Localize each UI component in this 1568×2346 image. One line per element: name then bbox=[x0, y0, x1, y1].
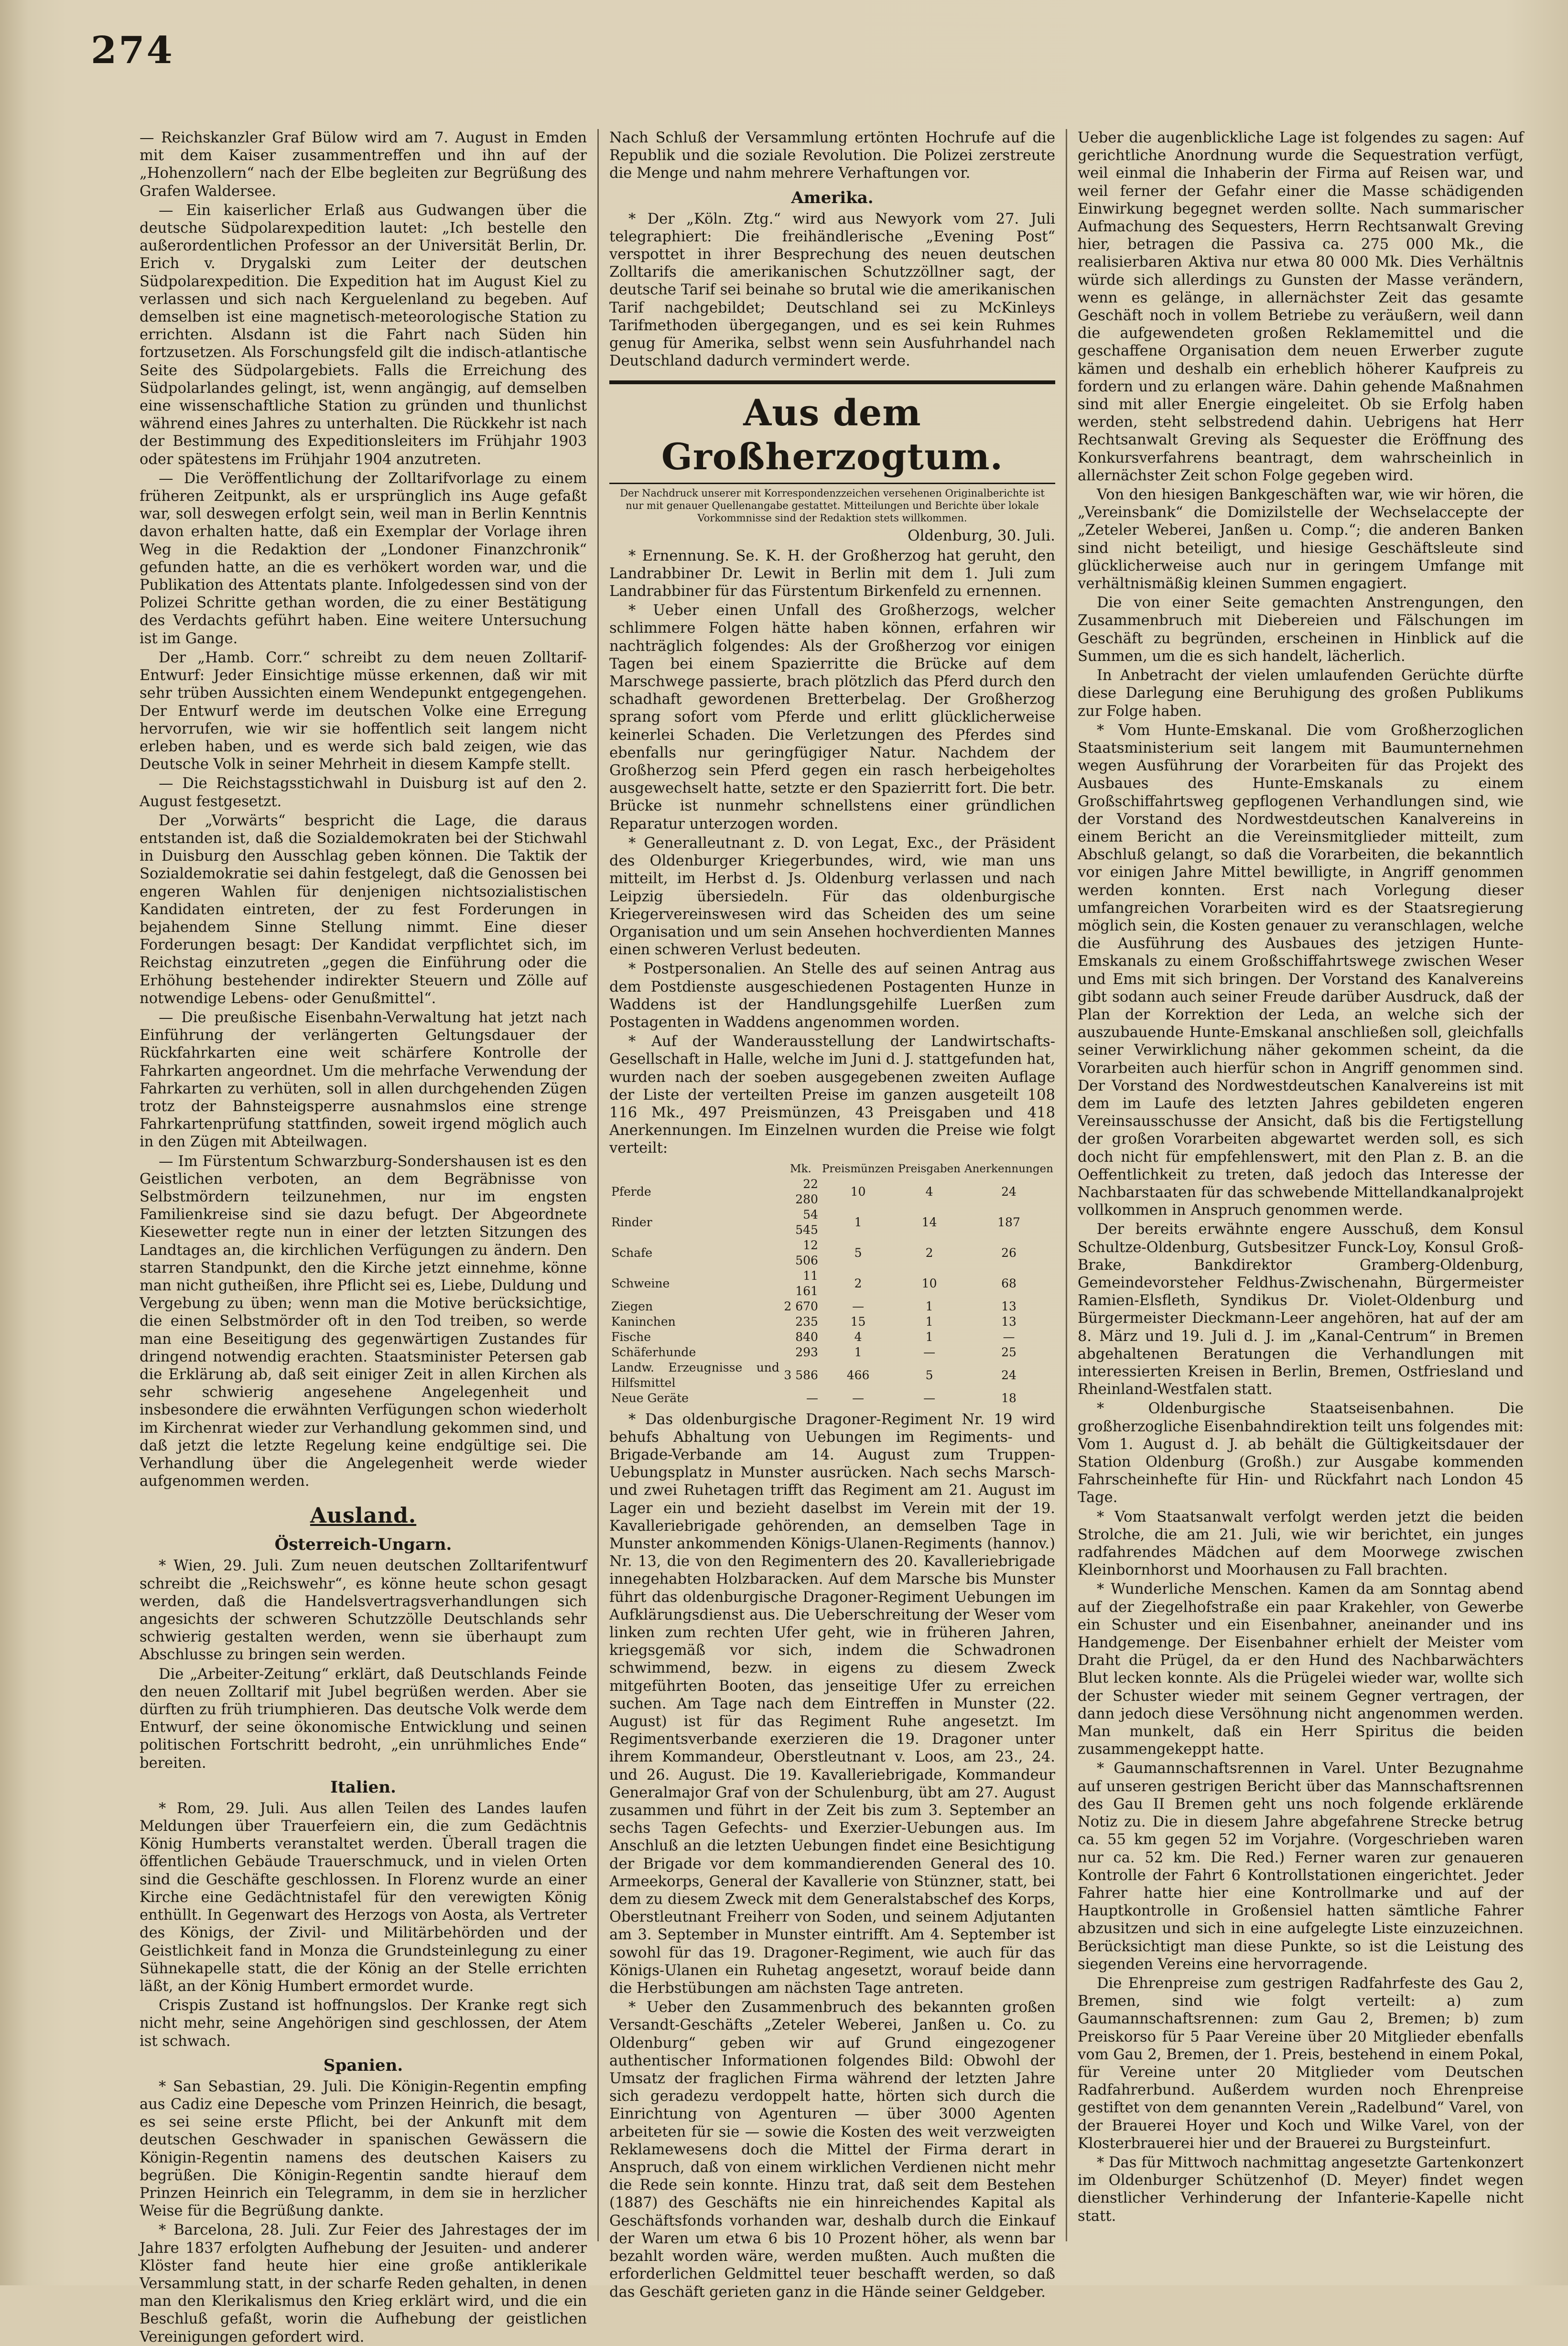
subtitle-italien: Italien. bbox=[330, 1777, 396, 1797]
table-cell: 12 506 bbox=[795, 1238, 818, 1267]
table-cell: 4 bbox=[854, 1330, 862, 1344]
row-label-cell: Schafe bbox=[611, 1245, 653, 1260]
column-3 bbox=[1066, 129, 1534, 2241]
table-cell: 14 bbox=[921, 1215, 937, 1229]
table-cell: 235 bbox=[795, 1314, 818, 1329]
table-cell: 68 bbox=[1001, 1276, 1016, 1290]
table-cell: — bbox=[852, 1299, 865, 1313]
article-duisburg: — Die Reichstagsstichwahl in Duisburg ist auf den 2. August festgesetzt. bbox=[140, 775, 587, 810]
table-cell: 54 545 bbox=[795, 1207, 818, 1237]
article-hunte-emskanal: * Vom Hunte-Emskanal. Die vom Großherzoglichen Staatsministerium seit langem mit Baumunternehmen wegen Ausführung der Vorarbeiten für das Projekt des Ausbaues des Hunte-Emskanals zu einem Großschiffahrtsweg gepflogenen Verhandlungen sind, wie der Vorstand des Nordwestdeutschen Kanalvereins in einem Bericht an die Vereinsmitglieder mitteilt, zum Abschluß gelangt, so daß die Vorarbeiten, die bekanntlich vor einigen Jahre Mittel bewilligte, in Angriff genommen werden konnten. Erst nach Vorlegung dieser umfangreichen Vorarbeiten wird es der Staatsregierung möglich sein, die Kosten genauer zu veranschlagen, welche die Ausführung des Ausbaues des jetzigen Hunte-Emskanals zu einem Großschiffahrtswege zwischen Weser und Ems mit sich bringen. Der Vorstand des Kanalvereins gibt sodann auch seiner Freude darüber Ausdruck, daß der Plan der Korrektion der Leda, an welche sich der auszubauende Hunte-Emskanal anschließen soll, gleichfalls seiner Verwirklichung näher gekommen scheint, da die Vorarbeiten auch hierfür schon in Angriff genommen sind. Der Vorstand des Nordwestdeutschen Kanalvereins ist mit dem im Laufe des letzten Jahres gebildeten engeren Vereinsausschusse der Ansicht, daß bis die Fertigstellung der großen Vorarbeiten abgewartet werden soll, es sich doch nicht für empfehlenswert, mit den Plan z. B. an die Oeffentlichkeit zu treten, daß jedoch das Interesse der Nachbarstaaten für das schwebende Mittellandkanalprojekt vollkommen in Anspruch genommen werde. bbox=[1078, 722, 1524, 1219]
row-label-cell: Landw. Erzeugnisse und Hilfsmittel bbox=[611, 1360, 779, 1390]
table-cell: 187 bbox=[997, 1215, 1020, 1229]
section-head-grossherzogtum bbox=[609, 380, 1055, 484]
table-cell: 11 161 bbox=[795, 1268, 818, 1298]
table-row bbox=[609, 1314, 1055, 1330]
subtitle-oesterreich: Österreich-Ungarn. bbox=[274, 1535, 452, 1555]
article-staatsanwalt: * Vom Staatsanwalt verfolgt werden jetzt die beiden Strolche, die am 21. Juli, wie wir berichtet, ein junges radfahrendes Mädchen auf dem Moorwege zwischen Kleinbornhorst und Moorhausen zu Fall brachten. bbox=[1078, 1508, 1524, 1579]
row-label-cell: Rinder bbox=[611, 1215, 652, 1229]
header-cell: Preismünzen bbox=[822, 1162, 895, 1175]
article-schwarzburg: — Im Fürstentum Schwarzburg-Sondershausen ist es den Geistlichen verboten, an dem Begräbnisse von Selbstmördern teilzunehmen, nur im engsten Familienkreise sind sie dazu befugt. Der Abgeordnete Kiesewetter regte nun in einer der letzten Sitzungen des Landtages an, die kirchlichen Verfügungen zu ändern. Den starren Standpunkt, den die Kirche jetzt einnehme, könne man nicht gutheißen, ihre Pflicht sei es, Liebe, Duldung und Vergebung zu üben; wenn man die Motive berücksichtige, die einen Selbstmörder oft in den Tod treiben, so werde man eine Beseitigung des gegenwärtigen Zustandes für dringend notwendig erachten. Staatsminister Petersen gab die Erklärung ab, daß seit einiger Zeit in allen Kirchen als sehr schwierig angesehene Angelegenheit und insbesondere die erwähnten Verfügungen schon wiederholt im Kirchenrat wieder zur Verhandlung gekommen sind, und daß jetzt die letzte Regelung keine endgültige sei. Die Verhandlung über die Angelegenheit werde wieder aufgenommen werden. bbox=[140, 1153, 587, 1490]
article-anstrengungen: Die von einer Seite gemachten Anstrengungen, den Zusammenbruch mit Diebereien und Fälschungen im Geschäft zu begründen, erscheinen in Hinblick auf die Summen, um die es sich handelt, lächerlich. bbox=[1078, 595, 1524, 665]
article-buelow: — Reichskanzler Graf Bülow wird am 7. August in Emden mit dem Kaiser zusammentreffen und ihn auf der „Hohenzollern“ nach der Elbe begleiten zur Begrüßung des Grafen Waldersee. bbox=[140, 130, 587, 200]
table-cell: 22 280 bbox=[795, 1177, 818, 1206]
article-ehrenpreise: Die Ehrenpreise zum gestrigen Radfahrfeste des Gau 2, Bremen, sind wie folgt verteilt: a) zum Gaumannschaftsrennen: zum Gau 2, Bremen; b) zum Preiskorso für 5 Paar Vereine über 20 Mitglieder ebenfalls vom Gau 2, Bremen, der 1. Preis, bestehend in einem Pokal, für Vereine unter 20 Mitglieder vom Deutschen Radfahrerbund. Außerdem wurden noch Ehrenpreise gestiftet von dem genannten Verein „Radelbund“ Varel, von der Brauerei Hoyer und Koch und Wilke Varel, von der Klosterbrauerei hier und der Brauerei zu Burgsteinfurt. bbox=[1078, 1975, 1524, 2152]
prize-table-header bbox=[609, 1161, 1055, 1177]
article-wien: * Wien, 29. Juli. Zum neuen deutschen Zolltarifentwurf schreibt die „Reichswehr“, es könne heute schon gesagt werden, daß die Handelsvertragsverhandlungen sich angesichts der schweren Schutzzölle Deutschlands sehr schwierig gestalten werden, wenn sie überhaupt zum Abschlusse zu bringen sein werden. bbox=[140, 1557, 587, 1664]
reprint-note: Der Nachdruck unserer mit Korrespondenzzeichen versehenen Originalberichte ist nur mit genauer Quellenangabe gestattet. Mitteilungen und Berichte über lokale Vorkommnisse sind der Redaktion stets willkommen. bbox=[620, 487, 1045, 524]
table-cell: 25 bbox=[1001, 1345, 1016, 1359]
article-ernennung: * Ernennung. Se. K. H. der Großherzog hat geruht, den Landrabbiner Dr. Lewit in Berlin mit dem 1. Juli zum Landrabbiner für das Fürstentum Birkenfeld zu ernennen. bbox=[609, 547, 1055, 600]
article-gartenkonzert: * Das für Mittwoch nachmittag angesetzte Gartenkonzert im Oldenburger Schützenhof (D. Meyer) findet wegen dienstlicher Verhinderung der Infanterie-Kapelle nicht statt. bbox=[1078, 2154, 1524, 2225]
table-cell: 5 bbox=[925, 1368, 933, 1382]
subtitle-spanien: Spanien. bbox=[323, 2055, 403, 2075]
article-bankgeschaefte: Von den hiesigen Bankgeschäften war, wie wir hören, die „Vereinsbank“ die Domizilstelle der Wechselaccepte der „Zeteler Weberei, Janßen u. Comp.“; die anderen Banken sind nicht beteiligt, und hiesige Geschäftsleute sind glücklicherweise auch nur in geringem Umfange mit verhältnismäßig kleinen Summen engagiert. bbox=[1078, 486, 1524, 593]
article-suedpolar: — Ein kaiserlicher Erlaß aus Gudwangen über die deutsche Südpolarexpedition lautet: „Ich bestelle den außerordentlichen Professor an der Universität Berlin, Dr. Erich v. Drygalski zum Leiter der deutschen Südpolarexpedition. Die Expedition hat im August Kiel zu verlassen und sich nach Kerguelenland zu begeben. Auf demselben ist eine magnetisch-meteorologische Station zu errichten. Alsdann ist die Fahrt nach Süden hin fortzusetzen. Als Forschungsfeld gilt die indisch-atlantische Seite des Südpolargebiets. Falls die Erreichung des Südpolarlandes gelingt, ist, wenn angängig, auf demselben eine wissenschaftliche Station zu gründen und thunlichst während eines Jahres zu unterhalten. Die Rückkehr ist nach der Bestimmung des Expeditionsleiters im Frühjahr 1903 oder spätestens im Frühjahr 1904 anzutreten. bbox=[140, 202, 587, 468]
section-title-ausland: Ausland. bbox=[310, 1503, 417, 1528]
article-versammlung-end: Nach Schluß der Versammlung ertönten Hochrufe auf die Republik und die soziale Revolution. Die Polizei zerstreute die Menge und nahm mehrere Verhaftungen vor. bbox=[609, 130, 1055, 182]
article-legat: * Generalleutnant z. D. von Legat, Exc., der Präsident des Oldenburger Kriegerbundes, wird, wie man uns mitteilt, im Herbst d. Js. Oldenburg verlassen und nach Leipzig übersiedeln. Für das oldenburgische Kriegervereinswesen wird das Scheiden des um seine Organisation und um sein Ansehen hochverdienten Mannes einen schweren Verlust bedeuten. bbox=[609, 834, 1055, 959]
table-row bbox=[609, 1345, 1055, 1360]
row-label-cell: Pferde bbox=[611, 1184, 651, 1199]
header-cell bbox=[609, 1161, 781, 1177]
article-rom: * Rom, 29. Juli. Aus allen Teilen des Landes laufen Meldungen über Trauerfeiern ein, die zum Gedächtnis König Humberts veranstaltet werden. Überall tragen die öffentlichen Gebäude Trauerschmuck, und in vielen Orten sind die Geschäfte geschlossen. In Florenz wurde an einer Kirche eine Gedächtnistafel für den verewigten König enthüllt. In Gegenwart des Herzogs von Aosta, als Vertreter des Königs, der Zivil- und Militärbehörden und der Geistlichkeit fand in Monza die Grundsteinlegung zu einer Sühnekapelle statt, die der König an der Stelle errichten läßt, an der König Humbert ermordet wurde. bbox=[140, 1800, 587, 1995]
table-cell: 10 bbox=[921, 1276, 937, 1290]
table-cell: 5 bbox=[854, 1245, 862, 1260]
prize-table bbox=[609, 1161, 1055, 1406]
article-staatseisenbahnen: * Oldenburgische Staatseisenbahnen. Die großherzogliche Eisenbahndirektion teilt uns folgendes mit: Vom 1. August d. J. ab behält die Gültigkeitsdauer der Station Oldenburg (Großh.) zur Ausgabe kommenden Fahrscheinhefte für Hin- und Rückfahrt nach London 45 Tage. bbox=[1078, 1400, 1524, 1506]
article-wunderliche-menschen: * Wunderliche Menschen. Kamen da am Sonntag abend auf der Ziegelhofstraße ein paar Krakehler, von Gewerbe ein Schuster und ein Eisenbahner, aneinander und ins Handgemenge. Der Eisenbahner erhielt der Meister vom Draht die Prügel, da er den Hund des Nachbarwächters Blut lecken konnte. Als die Prügelei wieder war, wollte sich der Schuster wieder mit seinem Gegner vertragen, der dann jedoch diese Versöhnung nicht angenommen werden. Man munkelt, daß ein Herr Spiritus die beiden zusammengekeppt hatte. bbox=[1078, 1581, 1524, 1758]
article-hamb-corr: Der „Hamb. Corr.“ schreibt zu dem neuen Zolltarif-Entwurf: Jeder Einsichtige müsse erkennen, daß wir mit sehr trüben Aussichten einem Wendepunkt entgegengehen. Der Entwurf werde im deutschen Volke eine Erregung hervorrufen, wie wir sie hoffentlich seit langem nicht erleben haben, und es werde sich bald zeigen, wie das Deutsche Volk in seiner Mehrheit in diesem Kampfe stellt. bbox=[140, 649, 587, 773]
table-row bbox=[609, 1391, 1055, 1406]
article-post: * Postpersonalien. An Stelle des auf seinen Antrag aus dem Postdienste ausgeschiedenen Postagenten Hunze in Waddens ist der Handlungsgehilfe Luerßen zum Postagenten in Waddens angenommen worden. bbox=[609, 961, 1055, 1031]
row-label-cell: Kaninchen bbox=[611, 1314, 676, 1329]
row-label-cell: Schäferhunde bbox=[611, 1345, 696, 1359]
header-cell: Mk. bbox=[790, 1162, 811, 1175]
table-cell: 293 bbox=[795, 1345, 818, 1359]
table-row bbox=[609, 1330, 1055, 1345]
subtitle-amerika: Amerika. bbox=[791, 188, 874, 207]
table-cell: 1 bbox=[925, 1330, 933, 1344]
article-crispi: Crispis Zustand ist hoffnungslos. Der Kranke regt sich nicht mehr, seine Angehörigen sind geschlossen, der Atem ist schwach. bbox=[140, 1997, 587, 2050]
table-cell: 4 bbox=[925, 1184, 933, 1199]
article-zolltarif: — Die Veröffentlichung der Zolltarifvorlage zu einem früheren Zeitpunkt, als er ursprünglich ins Auge gefaßt war, soll deswegen erfolgt sein, weil man in Berlin Kenntnis davon erhalten hatte, daß ein Exemplar der Vorlage ihren Weg in die Redaktion der „Londoner Finanzchronik“ gefunden hatte, an die es verhökert worden war, und die Publikation des Attentats plante. Infolgedessen sind von der Polizei Schritte gethan worden, die zu einer Bestätigung des Verdachts geführt haben. Eine weitere Untersuchung ist im Gange. bbox=[140, 470, 587, 647]
table-cell: 10 bbox=[850, 1184, 866, 1199]
row-label-cell: Neue Geräte bbox=[611, 1391, 689, 1405]
row-label-cell: Fische bbox=[611, 1330, 651, 1344]
article-vorwaerts: Der „Vorwärts“ bespricht die Lage, die daraus entstanden ist, daß die Sozialdemokraten bei der Stichwahl in Duisburg den Ausschlag geben können. Die Taktik der Sozialdemokratie sei dahin festgelegt, daß die Genossen bei engeren Wahlen für denjenigen nichtsozialistischen Kandidaten eintreten, der zu fest Forderungen in bejahendem Sinne Stellung nimmt. Eine dieser Forderungen besagt: Der Kandidat verpflichtet sich, im Reichstag einzutreten „gegen die Einführung oder die Erhöhung bestehender indirekter Steuern und Zölle auf notwendige Lebens- oder Genußmittel“. bbox=[140, 812, 587, 1007]
article-koeln-ztg: * Der „Köln. Ztg.“ wird aus Newyork vom 27. Juli telegraphiert: Die freihändlerische „Evening Post“ verspottet in ihrer Besprechung des neuen deutschen Zolltarifs die amerikanischen Schutzzöllner sagt, der deutsche Tarif sei beinahe so brutal wie die amerikanischen Tarif nachgebildet; Deutschland sei zu McKinleys Tarifmethoden übergegangen, und es sei kein Ruhmes genug für Amerika, selbst wenn sein Ausfuhrhandel nach Deutschland dadurch vermindert werde. bbox=[609, 210, 1055, 370]
table-cell: — bbox=[852, 1391, 865, 1405]
column-1 bbox=[129, 129, 597, 2346]
table-cell: 24 bbox=[1001, 1184, 1016, 1199]
page-number: 274 bbox=[91, 29, 174, 72]
row-label-cell: Schweine bbox=[611, 1276, 670, 1290]
table-cell: 1 bbox=[854, 1345, 862, 1359]
table-cell: 13 bbox=[1001, 1299, 1016, 1313]
table-row bbox=[609, 1299, 1055, 1314]
table-row bbox=[609, 1207, 1055, 1238]
table-row bbox=[609, 1360, 1055, 1391]
article-unfall: * Ueber einen Unfall des Großherzogs, welcher schlimmere Folgen hätte haben können, erfahren wir nachträglich folgendes: Als der Großherzog vor einigen Tagen bei einem Spazierritte die Brücke auf dem Marschwege passierte, brach plötzlich das Pferd durch den schadhaft gewordenen Bretterbelag. Der Großherzog sprang sofort vom Pferde und erlitt glücklicherweise keinerlei Schaden. Die Verletzungen des Pferdes sind ebenfalls nur geringfügiger Natur. Nachdem der Großherzog sein Pferd gegen ein rasch herbeigeholtes ausgewechselt hatte, setzte er den Spazierritt fort. Die betr. Brücke ist nunmehr schnellstens einer gründlichen Reparatur unterzogen worden. bbox=[609, 602, 1055, 832]
table-cell: — bbox=[1003, 1330, 1015, 1344]
article-wanderausstellung: * Auf der Wanderausstellung der Landwirtschafts-Gesellschaft in Halle, welche im Juni d. J. stattgefunden hat, wurden nach der soeben ausgegebenen zweiten Auflage der Liste der verteilten Preise im ganzen ausgeteilt 108 116 Mk., 497 Preismünzen, 43 Preisgaben und 418 Anerkennungen. Im Einzelnen wurden die Preise wie folgt verteilt: bbox=[609, 1033, 1055, 1157]
row-label-cell: Ziegen bbox=[611, 1299, 653, 1313]
table-cell: 1 bbox=[854, 1215, 862, 1229]
article-geruechte: In Anbetracht der vielen umlaufenden Gerüchte dürfte diese Darlegung eine Beruhigung des großen Publikums zur Folge haben. bbox=[1078, 667, 1524, 720]
table-cell: 2 bbox=[925, 1245, 933, 1260]
table-cell: — bbox=[806, 1391, 818, 1405]
article-gaumannschaft: * Gaumannschaftsrennen in Varel. Unter Bezugnahme auf unseren gestrigen Bericht über das Mannschaftsrennen des Gau II Bremen geht uns noch folgende erklärende Notiz zu. Die in diesem Jahre abgefahrene Strecke betrug ca. 55 km gegen 52 im Vorjahre. (Vorgeschrieben waren nur ca. 52 km. Die Red.) Ferner waren zur genaueren Kontrolle der Fahrt 6 Kontrollstationen eingerichtet. Jeder Fahrer hatte hier eine Kontrollmarke und auf der Hauptkontrolle in Großensiel hatten sämtliche Fahrer abzusitzen und sich in eine aufgelegte Liste einzuzeichnen. Berücksichtigt man diese Punkte, so ist die Leistung des siegenden Vereins eine hervorragende. bbox=[1078, 1760, 1524, 1973]
columns bbox=[129, 129, 1534, 2346]
header-cell: Anerkennungen bbox=[964, 1162, 1053, 1175]
table-cell: 2 bbox=[854, 1276, 862, 1290]
article-eisenbahn: — Die preußische Eisenbahn-Verwaltung hat jetzt nach Einführung der verlängerten Geltungsdauer der Rückfahrkarten eine weit schärfere Kontrolle der Fahrkarten angeordnet. Um die mehrfache Verwendung der Fahrkarten zu verhüten, soll in allen durchgehenden Zügen trotz der Bahnsteigsperre ausnahmslos eine strenge Fahrkartenprüfung stattfinden, soweit irgend möglich auch in den Zügen mit Abteilwagen. bbox=[140, 1009, 587, 1151]
article-dragoner: * Das oldenburgische Dragoner-Regiment Nr. 19 wird behufs Abhaltung von Uebungen im Regiments- und Brigade-Verbande am 14. August zum Truppen-Uebungsplatz in Munster ausrücken. Nach sechs Marsch- und zwei Ruhetagen trifft das Regiment am 21. August im Lager ein und bezieht daselbst im Verein mit der 19. Kavalleriebrigade gehörenden, an demselben Tage in Munster ankommenden Königs-Ulanen-Regiments (hannov.) Nr. 13, die von den Regimentern des 20. Kavalleriebrigade innegehabten Holzbaracken. Auf dem Marsche bis Munster führt das oldenburgische Dragoner-Regiment Uebungen im Aufklärungsdienst aus. Die Ueberschreitung der Weser vom linken zum rechten Ufer geht, wie in früheren Jahren, kriegsgemäß vor sich, indem die Schwadronen schwimmend, bezw. in eigens zu diesem Zweck mitgeführten Booten, das jenseitige Ufer zu erreichen suchen. Am Tage nach dem Eintreffen in Munster (22. August) ist für das Regiment Ruhe angesetzt. Im Regimentsverbande exerzieren die 19. Dragoner unter ihrem Kommandeur, Oberstleutnant v. Loos, am 23., 24. und 26. August. Die 19. Kavalleriebrigade, Kommandeur Generalmajor Graf von der Schulenburg, übt am 27. August zusammen und führt in der Zeit bis zum 3. September an sechs Tagen Gefechts- und Exerzier-Uebungen aus. Im Anschluß an die letzten Uebungen findet eine Besichtigung der Brigade vor dem kommandierenden General des 10. Armeekorps, General der Kavallerie von Stünzner, statt, bei dem zu diesem Zweck mit dem Generalstabschef des Korps, Oberstleutnant Freiherr von Soden, und seinem Adjutanten am 3. September in Munster eintrifft. Am 4. September ist sowohl für das 19. Dragoner-Regiment, wie auch für das Königs-Ulanen ein Ruhetag angesetzt, worauf beide dann die Herbstübungen am nächsten Tage antreten. bbox=[609, 1411, 1055, 1997]
table-cell: 18 bbox=[1001, 1391, 1016, 1405]
table-row bbox=[609, 1177, 1055, 1207]
table-cell: 13 bbox=[1001, 1314, 1016, 1329]
table-row bbox=[609, 1268, 1055, 1299]
prize-table-body bbox=[609, 1177, 1055, 1406]
article-barcelona: * Barcelona, 28. Juli. Zur Feier des Jahrestages der im Jahre 1837 erfolgten Aufhebung der Jesuiten- und anderer Klöster fand heute hier eine große antiklerikale Versammlung statt, in der scharfe Reden gehalten, in denen man den Klerikalismus den Krieg erklärt wird, und die ein Beschluß gefaßt, worin die Aufhebung der geistlichen Vereinigungen gefordert wird. bbox=[140, 2222, 587, 2346]
table-cell: 15 bbox=[850, 1314, 866, 1329]
table-cell: 26 bbox=[1001, 1245, 1016, 1260]
article-san-sebastian: * San Sebastian, 29. Juli. Die Königin-Regentin empfing aus Cadiz eine Depesche vom Prinzen Heinrich, die besagt, es sei seine erste Pflicht, bei der Ankunft mit dem deutschen Geschwader in spanischen Gewässern die Königin-Regentin namens des deutschen Kaisers zu begrüßen. Die Königin-Regentin sandte hierauf dem Prinzen Heinrich ein Telegramm, in dem sie in herzlicher Weise für die Begrüßung dankte. bbox=[140, 2078, 587, 2220]
table-cell: 1 bbox=[925, 1299, 933, 1313]
article-lage: Ueber die augenblickliche Lage ist folgendes zu sagen: Auf gerichtliche Anordnung wurde die Sequestration verfügt, weil einmal die Inhaberin der Firma auf Reisen war, und weil ferner der Gefahr einer die Masse schädigenden Einwirkung begegnet werden sollte. Nach summarischer Aufmachung des Sequesters, Herrn Rechtsanwalt Greving hier, betragen die Passiva ca. 275 000 Mk., die realisierbaren Aktiva nur etwa 80 000 Mk. Dies Verhältnis würde sich allerdings zu Gunsten der Masse verändern, wenn es gelänge, in allernächster Zeit das gesamte Geschäft noch in vollem Betriebe zu veräußern, weil dann die aufgewendeten großen Reklamemittel und die geschaffene Organisation dem neuen Erwerber zugute kämen und deshalb ein erheblich höherer Kaufpreis zu fordern und zu erlangen wäre. Dahin gehende Maßnahmen sind mit aller Energie eingeleitet. Ob sie Erfolg haben werden, steht selbstredend dahin. Uebrigens hat Herr Rechtsanwalt Greving als Sequester die Eröffnung des Konkursverfahrens beantragt, dem wahrscheinlich in allernächster Zeit schon Folge gegeben wird. bbox=[1078, 130, 1524, 484]
article-ausschuss: Der bereits erwähnte engere Ausschuß, dem Konsul Schultze-Oldenburg, Gutsbesitzer Funck-Loy, Konsul Groß-Brake, Bankdirektor Gramberg-Oldenburg, Gemeindevorsteher Feldhus-Zwischenahn, Bürgermeister Ramien-Elsfleth, Syndikus Dr. Violet-Oldenburg und Bürgermeister Dieckmann-Leer angehören, hat auf der am 8. März und 19. Juli d. J. im „Kanal-Centrum“ in Bremen abgehaltenen Beratungen die Verhandlungen mit interessierten Kreisen in Berlin, Bremen, Ostfriesland und Rheinland-Westfalen statt. bbox=[1078, 1221, 1524, 1398]
table-cell: — bbox=[923, 1345, 936, 1359]
article-arbeiter-zeitung: Die „Arbeiter-Zeitung“ erklärt, daß Deutschlands Feinde den neuen Zolltarif mit Jubel begrüßen werden. Aber sie dürften zu früh triumphieren. Das deutsche Volk werde dem Entwurf, der seine ökonomische Entwicklung und seinen politischen Fortschritt bedroht, „ein unrühmliches Ende“ bereiten. bbox=[140, 1665, 587, 1772]
table-cell: 1 bbox=[925, 1314, 933, 1329]
table-row bbox=[609, 1238, 1055, 1268]
table-cell: 3 586 bbox=[784, 1368, 818, 1382]
section-title-grossherzogtum: Aus dem Großherzogtum. bbox=[661, 391, 1004, 478]
table-cell: 840 bbox=[795, 1330, 818, 1344]
column-2 bbox=[597, 129, 1066, 2301]
dateline: Oldenburg, 30. Juli. bbox=[908, 527, 1055, 545]
table-cell: 2 670 bbox=[784, 1299, 818, 1313]
table-cell: — bbox=[923, 1391, 936, 1405]
article-zeteler-weberei: * Ueber den Zusammenbruch des bekannten großen Versandt-Geschäfts „Zeteler Weberei, Janßen u. Co. zu Oldenburg“ geben wir auf Grund eingezogener authentischer Informationen folgendes Bild: Obwohl der Umsatz der fraglichen Firma während der letzten Jahre sich geradezu verdoppelt hatte, hörten sich durch die Einrichtung von Agenturen — über 3000 Agenten arbeiteten für sie — sowie die Kosten des weit verzweigten Reklamewesens doch die Mittel der Firma derart in Anspruch, daß von einem wirklichen Verdienen nicht mehr die Rede sein konnte. Hinzu trat, daß seit dem Bestehen (1887) des Geschäfts nie ein hinreichendes Kapital als Geschäftsfonds vorhanden war, deshalb durch die Einkauf der Waren um etwa 6 bis 10 Prozent höher, als wenn bar bezahlt worden wäre, werden mußten. Auch mußten die erforderlichen Geldmittel teuer beschafft werden, so daß das Geschäft gerieten ganz in die Hände seiner Geldgeber. bbox=[609, 1999, 1055, 2301]
header-cell: Preisgaben bbox=[898, 1162, 961, 1175]
table-cell: 466 bbox=[846, 1368, 870, 1382]
table-cell: 24 bbox=[1001, 1368, 1016, 1382]
